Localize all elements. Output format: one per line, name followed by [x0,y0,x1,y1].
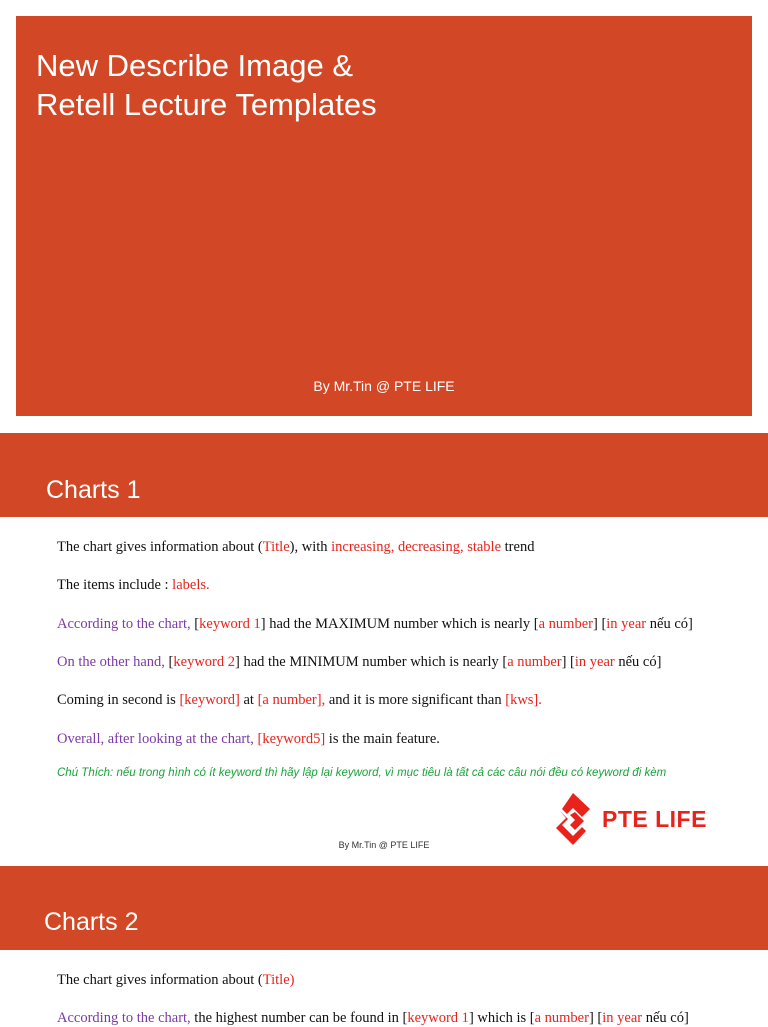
template-text: is the main feature. [325,731,440,747]
keyword-placeholder: Title) [262,972,295,988]
keyword-placeholder: in year [574,654,615,670]
keyword-placeholder: in year [602,1010,643,1026]
slide-gap [0,416,768,433]
template-text: The chart gives information about ( [57,972,263,988]
keyword-placeholder: in year [606,616,647,632]
template-text: [ [194,616,200,632]
pte-life-logo-text: PTE LIFE [602,805,707,832]
vietnamese-note: Chú Thích: nếu trong hình có ít keyword thì hãy lập lại keyword, vì mục tiêu là tất cả các câu nói đều có keyword đi kèm [57,767,667,779]
template-text: ] had the MAXIMUM number which is nearly [ [260,616,539,632]
slide-title [36,46,377,124]
template-text: ), with [289,539,332,555]
slide-title-line-1: New Describe Image & [36,48,354,83]
template-text: ] [ [561,654,575,670]
keyword-placeholder: keyword 1 [199,616,261,632]
template-text: ] [ [592,616,607,632]
template-text: nếu có] [642,1010,689,1026]
keyword-placeholder: a number [534,1010,589,1026]
template-text: [ [168,654,174,670]
charts-2-header [0,866,768,950]
slide-2-byline: By Mr.Tin @ PTE LIFE [338,840,430,850]
template-line-6 [57,731,762,748]
title-slide [16,16,752,416]
template-line-1 [57,539,762,556]
pte-life-logo-icon [556,793,590,845]
template-text: ] had the MINIMUM number which is nearly [ [235,654,508,670]
keyword-placeholder: [kws]. [505,692,542,708]
template-text: nếu có] [646,616,693,632]
template-line-4 [57,654,762,671]
template-text: nếu có] [614,654,662,670]
connector-phrase: According to the chart, [57,616,195,632]
connector-phrase: On the other hand, [57,654,169,670]
keyword-placeholder: [a number], [257,692,326,708]
template-text: Coming in second is [57,692,180,708]
template-text: at [239,692,258,708]
keyword-placeholder: increasing, decreasing, stable [331,539,502,555]
keyword-placeholder: [keyword5] [257,731,326,747]
keyword-placeholder: a number [507,654,562,670]
template-text: The items include : [57,577,173,593]
slide-byline: By Mr.Tin @ PTE LIFE [313,378,455,394]
keyword-placeholder: [keyword] [179,692,240,708]
keyword-placeholder: keyword 1 [407,1010,469,1026]
keyword-placeholder: keyword 2 [173,654,236,670]
charts-2-heading: Charts 2 [44,908,139,936]
template-2-line-2 [57,1010,762,1027]
connector-phrase: According to the chart, [57,1010,195,1026]
template-text: and it is more significant than [325,692,506,708]
keyword-placeholder: Title [262,539,290,555]
keyword-placeholder: a number [538,616,593,632]
template-text: ] which is [ [468,1010,535,1026]
slide-title-line-2: Retell Lecture Templates [36,87,377,122]
template-text: trend [501,539,535,555]
keyword-placeholder: labels. [172,577,210,593]
charts-1-header [0,433,768,517]
template-line-5 [57,692,762,709]
template-line-3 [57,616,762,633]
template-text: The chart gives information about ( [57,539,263,555]
charts-1-heading: Charts 1 [46,476,141,504]
template-2-line-1 [57,972,762,989]
template-text: ] [ [588,1010,603,1026]
connector-phrase: Overall, after looking at the chart, [57,731,258,747]
template-text: the highest number can be found in [ [194,1010,408,1026]
pte-life-logo [556,793,746,845]
template-line-2 [57,577,762,594]
